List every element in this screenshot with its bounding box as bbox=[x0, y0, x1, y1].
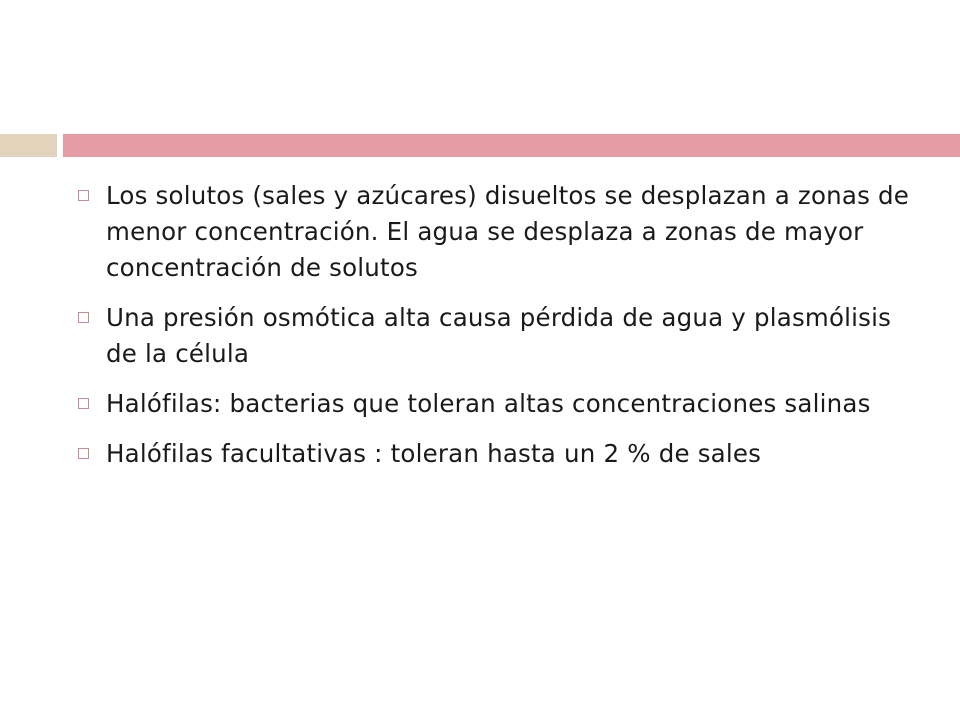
bullet-text: Halófilas facultativas : toleran hasta un 2 % de sales bbox=[106, 439, 762, 468]
bullet-item bbox=[78, 386, 918, 422]
bullet-item bbox=[78, 300, 918, 372]
decorative-bar-left bbox=[0, 134, 57, 157]
hollow-square-icon bbox=[78, 190, 89, 201]
bullet-text: Los solutos (sales y azúcares) disueltos se desplazan a zonas de menor concentración. El agua se desplaza a zonas de mayor concentración de solutos bbox=[106, 181, 910, 282]
bullet-list bbox=[78, 178, 918, 486]
decorative-bar-right bbox=[63, 134, 960, 157]
hollow-square-icon bbox=[78, 398, 89, 409]
bullet-item bbox=[78, 436, 918, 472]
bullet-text: Una presión osmótica alta causa pérdida de agua y plasmólisis de la célula bbox=[106, 303, 892, 368]
bullet-text: Halófilas: bacterias que toleran altas concentraciones salinas bbox=[106, 389, 871, 418]
hollow-square-icon bbox=[78, 312, 89, 323]
hollow-square-icon bbox=[78, 448, 89, 459]
bullet-item bbox=[78, 178, 918, 286]
